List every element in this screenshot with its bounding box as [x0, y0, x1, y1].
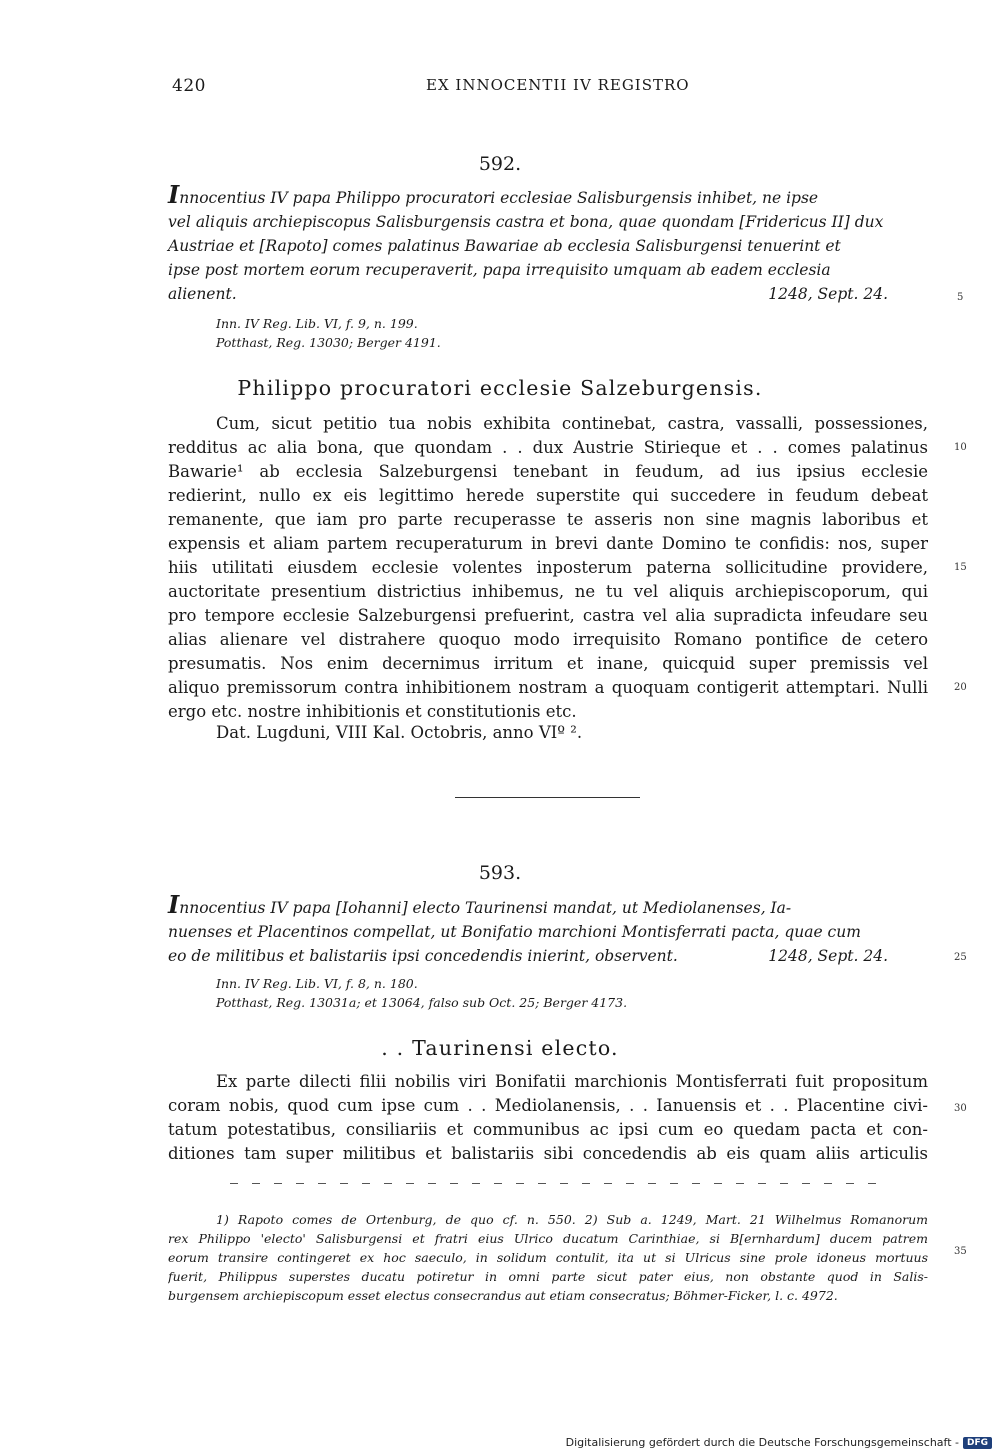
footnotes	[168, 1210, 928, 1305]
initial-capital: I	[168, 180, 180, 209]
letter-body-592	[168, 412, 928, 724]
regest-date: 1248, Sept. 24.	[768, 285, 888, 303]
footnote-separator	[230, 1183, 878, 1184]
line-number: 30	[954, 1103, 967, 1114]
body-line: ergo etc. nostre inhibitionis et constitutionis etc.	[168, 702, 577, 721]
regest-date: 1248, Sept. 24.	[768, 947, 888, 965]
address-593: . . Taurinensi electo.	[381, 1036, 619, 1060]
digitization-footer	[566, 1436, 992, 1449]
body-line: redierint, nullo ex eis legittimo herede superstite qui succedere in feudum debeat	[168, 486, 928, 505]
regest-line: ipse post mortem eorum recuperaverit, papa irrequisito umquam ab eadem ecclesia	[168, 261, 831, 279]
body-line: alias alienare vel distrahere quoquo modo irrequisito Romano pontifice de cetero	[168, 630, 928, 649]
initial-capital: I	[168, 890, 180, 919]
regest-line: alienent.	[168, 285, 237, 303]
dfg-logo: DFG	[963, 1437, 992, 1449]
footnote-line: fuerit, Philippus superstes ducatu potiretur in omni parte sicut pater eius, non obstante quod in Salis-	[168, 1269, 928, 1284]
body-line: expensis et aliam partem recuperaturum in brevi dante Domino te confidis: nos, super	[168, 534, 928, 553]
source-line: Inn. IV Reg. Lib. VI, f. 9, n. 199.	[216, 316, 418, 331]
running-title: EX INNOCENTII IV REGISTRO	[426, 76, 690, 94]
body-line: redditus ac alia bona, que quondam . . dux Austrie Stirieque et . . comes palatinus	[168, 438, 928, 457]
sources-592	[216, 314, 916, 352]
regest-line: nuenses et Placentinos compellat, ut Bonifatio marchioni Montisferrati pacta, quae cum	[168, 923, 861, 941]
section-divider	[455, 797, 640, 798]
regest-line: eo de militibus et balistariis ipsi concedendis inierint, observent.	[168, 947, 678, 965]
body-line: ditiones tam super militibus et balistariis sibi concedendis ab eis quam aliis articulis	[168, 1144, 928, 1163]
body-line: Ex parte dilecti filii nobilis viri Bonifatii marchionis Montisferrati fuit propositum	[216, 1072, 928, 1091]
address-592: Philippo procuratori ecclesie Salzeburgensis.	[237, 376, 763, 400]
line-number: 15	[954, 562, 967, 573]
line-number: 25	[954, 952, 967, 963]
line-number: 5	[957, 292, 964, 303]
source-line: Potthast, Reg. 13031a; et 13064, falso sub Oct. 25; Berger 4173.	[216, 995, 628, 1010]
source-line: Inn. IV Reg. Lib. VI, f. 8, n. 180.	[216, 976, 418, 991]
footnote-line: rex Philippo 'electo' Salisburgensi et fratri eius Ulrico ducatum Carinthiae, si B[ernhardum] ducem patrem	[168, 1231, 928, 1246]
sources-593	[216, 974, 916, 1012]
body-line: hiis utilitati eiusdem ecclesie volentes inposterum paterna sollicitudine providere,	[168, 558, 928, 577]
body-line: remanente, que iam pro parte recuperasse te asseris non sine magnis laboribus et	[168, 510, 928, 529]
body-line: auctoritate presentium districtius inhibemus, ne tu vel aliquis archiepiscoporum, qui	[168, 582, 928, 601]
body-line: pro tempore ecclesie Salzeburgensi prefuerint, castra vel alia supradicta infeudare seu	[168, 606, 928, 625]
page-number: 420	[172, 76, 206, 96]
line-number: 10	[954, 442, 967, 453]
footnote-line: eorum transire contingeret ex hoc saeculo, in solidum contulit, ita ut si Ulricus sine prole idoneus mortuus	[168, 1250, 928, 1265]
regest-592	[168, 180, 928, 306]
regest-593	[168, 890, 928, 968]
regest-line: nnocentius IV papa [Iohanni] electo Taurinensi mandat, ut Mediolanenses, Ia-	[179, 899, 792, 917]
document-number-592: 592.	[478, 153, 522, 175]
document-number-593: 593.	[478, 862, 522, 884]
footer-text: Digitalisierung gefördert durch die Deutsche Forschungsgemeinschaft -	[565, 1436, 959, 1449]
line-number: 35	[954, 1246, 967, 1257]
regest-line: nnocentius IV papa Philippo procuratori ecclesiae Salisburgensis inhibet, ne ipse	[179, 189, 819, 207]
line-number: 20	[954, 682, 967, 693]
body-line: tatum potestatibus, consiliariis et communibus ac ipsi cum eo quedam pacta et con-	[168, 1120, 928, 1139]
regest-line: vel aliquis archiepiscopus Salisburgensis castra et bona, quae quondam [Fridericus II] dux	[168, 213, 884, 231]
footnote-line: 1) Rapoto comes de Ortenburg, de quo cf. n. 550. 2) Sub a. 1249, Mart. 21 Wilhelmus Romanorum	[216, 1212, 928, 1227]
footnote-line: burgensem archiepiscopum esset electus consecrandus aut etiam consecratus; Böhmer-Ficker, l. c. 4972.	[168, 1288, 838, 1303]
letter-body-593	[168, 1070, 928, 1166]
source-line: Potthast, Reg. 13030; Berger 4191.	[216, 335, 441, 350]
body-line: Cum, sicut petitio tua nobis exhibita continebat, castra, vassalli, possessiones,	[216, 414, 928, 433]
body-line: aliquo premissorum contra inhibitionem nostram a quoquam contigerit attemptari. Nulli	[168, 678, 928, 697]
regest-line: Austriae et [Rapoto] comes palatinus Bawariae ab ecclesia Salisburgensi tenuerint et	[168, 237, 841, 255]
dating-clause-592: Dat. Lugduni, VIII Kal. Octobris, anno VIº ².	[216, 723, 583, 742]
body-line: coram nobis, quod cum ipse cum . . Mediolanensis, . . Ianuensis et . . Placentine civi-	[168, 1096, 928, 1115]
body-line: Bawarie¹ ab ecclesia Salzeburgensi tenebant in feudum, ad ius ipsius ecclesie	[168, 462, 928, 481]
body-line: presumatis. Nos enim decernimus irritum et inane, quicquid super premissis vel	[168, 654, 928, 673]
